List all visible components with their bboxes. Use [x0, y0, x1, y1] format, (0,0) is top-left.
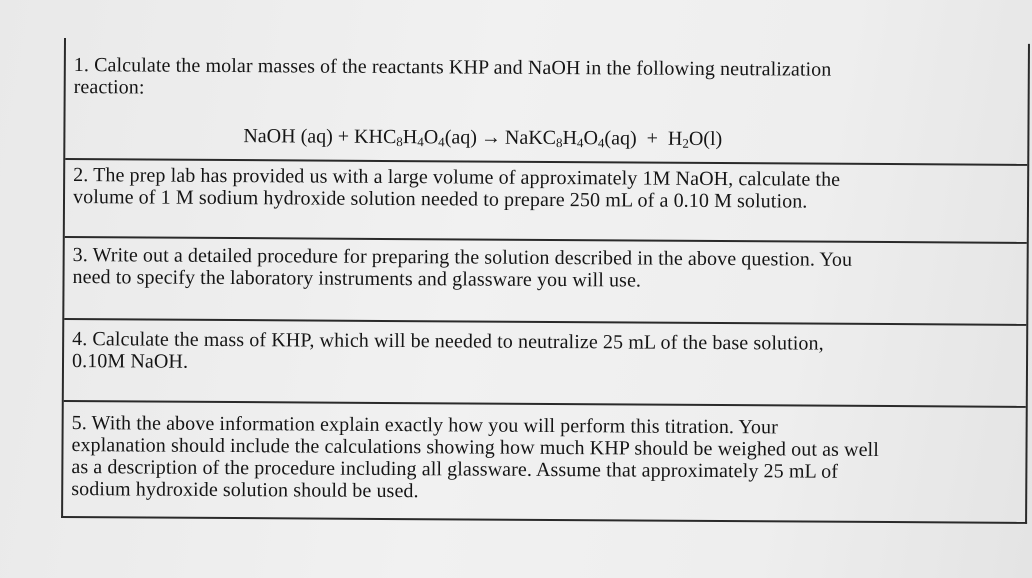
question-3-line-2: need to specify the laboratory instruments and glassware you will use.	[72, 266, 642, 292]
equation-khp: $KHC_8H_4O_4(aq)$	[354, 125, 477, 150]
question-1	[74, 54, 1004, 104]
equation-plus: +	[337, 125, 350, 148]
neutralization-equation	[243, 125, 722, 151]
question-3	[72, 244, 1002, 294]
question-5-line-2: explanation should include the calculations showing how much KHP should be weighed out as well	[71, 434, 879, 461]
question-5	[71, 412, 1002, 506]
divider-4	[64, 400, 1026, 408]
question-5-line-4: sodium hydroxide solution should be used.	[71, 478, 419, 503]
question-4-line-2: 0.10M NaOH.	[71, 350, 189, 373]
worksheet-frame	[61, 38, 1030, 524]
question-1-line-2: reaction:	[73, 76, 145, 99]
equation-water: $H_2O(l)$	[667, 127, 723, 151]
equation-product-salt: $NaKC_8H_4O_4(aq)$	[504, 126, 637, 151]
question-2-line-2: volume of 1 M sodium hydroxide solution needed to prepare 250 mL of a 0.10 M solution.	[72, 186, 808, 213]
reaction-arrow-icon: →	[480, 126, 501, 149]
question-1-line-1: 1. Calculate the molar masses of the reactants KHP and NaOH in the following neutralization	[73, 54, 832, 81]
question-2	[73, 164, 1003, 214]
question-2-line-1: 2. The prep lab has provided us with a large volume of approximately 1M NaOH, calculate the	[73, 164, 841, 191]
question-3-line-1: 3. Write out a detailed procedure for preparing the solution described in the above question. You	[72, 244, 853, 271]
divider-2	[65, 236, 1027, 244]
question-5-line-1: 5. With the above information explain exactly how you will perform this titration. Your	[71, 412, 778, 439]
divider-3	[64, 318, 1026, 326]
question-4	[72, 328, 1002, 378]
question-4-line-1: 4. Calculate the mass of KHP, which will be needed to neutralize 25 mL of the base solution,	[72, 328, 824, 355]
equation-plus-2: +	[646, 127, 658, 150]
question-5-line-3: as a description of the procedure including all glassware. Assume that approximately 25 mL of	[71, 456, 839, 483]
equation-naoh: NaOH (aq)	[243, 125, 333, 148]
